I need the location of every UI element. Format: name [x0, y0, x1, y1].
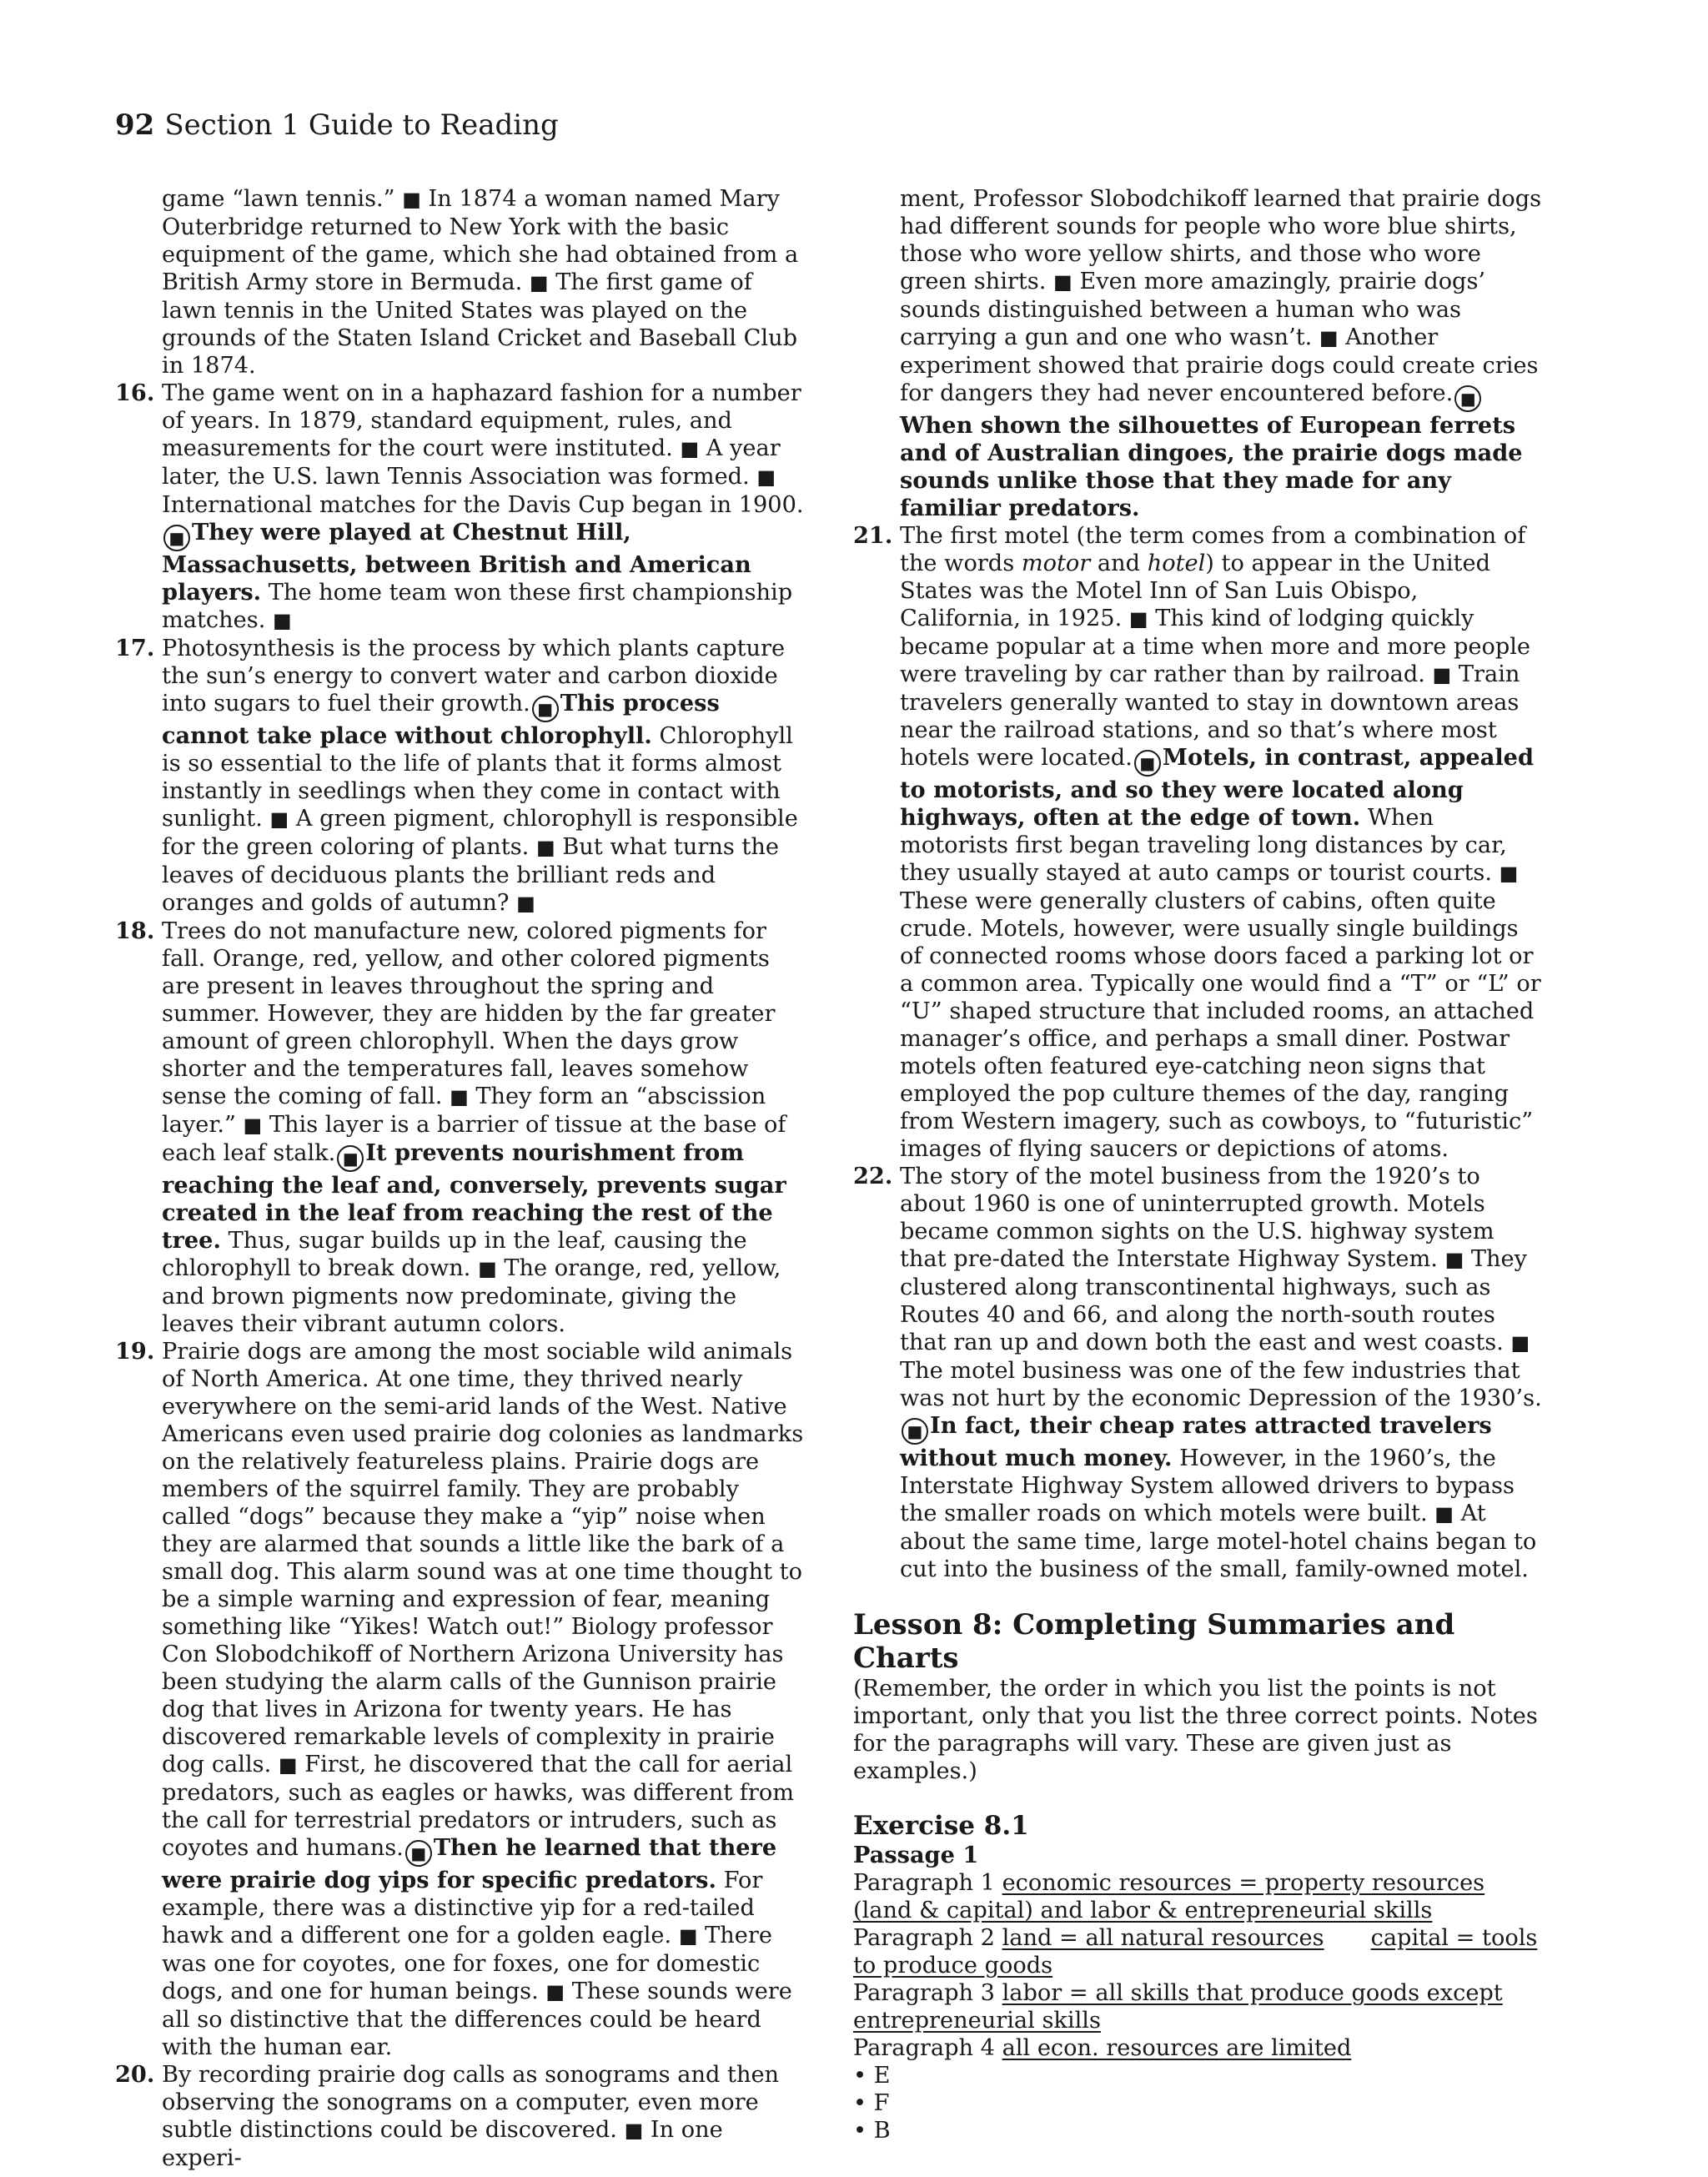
insertion-square-icon: ■ [278, 1753, 298, 1777]
paragraph-note-row: Paragraph 2 land = all natural resources capital = tools to produce goods [853, 1925, 1538, 1978]
circled-square-icon: ■ [405, 1840, 432, 1867]
circled-square-icon: ■ [337, 1145, 364, 1172]
paragraph-18: 18. Trees do not manufacture new, colored pigments for fall. Orange, red, yellow, and other colored pigments are present in leaves throughout the spring and summer. However, they are hidden by the far greater amount of green chlorophyll. When the days grow shorter and the temperatures fall, leaves somehow sense the coming of fall. ■ They form an “abscission layer.” ■ This layer is a barrier of tissue at the base of each leaf stalk. ■ It prevents nourishment from reaching the leaf and, conversely, prevents sugar created in the leaf from reaching the rest of the tree. Thus, sugar builds up in the leaf, causing the chlorophyll to break down. ■ The orange, red, yellow, and brown pigments now predominate, giving the leaves their vibrant autumn colors. [115, 918, 786, 1337]
paragraph-note-row: Paragraph 4 all econ. resources are limited [853, 2035, 1352, 2061]
paragraph-note-row: Paragraph 3 labor = all skills that produce goods except entrepreneurial skills [853, 1980, 1503, 2034]
insertion-square-icon: ■ [678, 1924, 698, 1948]
paragraph-22: 22. The story of the motel business from the 1920’s to about 1960 is one of uninterrupted growth. Motels became common sights on the U.S. highway system that pre-dated the Interstate Highway System. ■ They clustered along transcontinental highways, such as Routes 40 and 66, and along the north-south routes that ran up and down both the east and west coasts. ■ The motel business was one of the few industries that was not hurt by the economic Depression of the 1930’s.■ In fact, their cheap rates attracted travelers without much money. However, in the 1960’s, the Interstate Highway System allowed drivers to bypass the smaller roads on which motels were built. ■ At about the same time, large motel-hotel chains began to cut into the business of the small, family-owned motel. [853, 1163, 1542, 1582]
paragraph-20-continued: ment, Professor Slobodchikoff learned that prairie dogs had different sounds for people who wore blue shirts, those who wore yellow shirts, and those who wore green shirts. ■ Even more amazingly, prairie dogs’ sounds distinguished between a human who was carrying a gun and one who wasn’t. ■ Another experiment showed that prairie dogs could create cries for dangers they had never encountered before. ■When shown the silhouettes of European ferrets and of Australian dingoes, the prairie dogs made sounds unlike those that they made for any familiar predators. [900, 186, 1542, 521]
paragraph-note: capital = tools to produce goods [853, 1925, 1538, 1978]
inserted-sentence: They were played at Chestnut Hill, Massachusetts, between British and American players. [162, 519, 751, 606]
left-column [115, 185, 809, 2172]
paragraph-17: 17. Photosynthesis is the process by which plants capture the sun’s energy to convert water and carbon dioxide into sugars to fuel their growth. ■ This process cannot take place without chlorophyll. Chlorophyll is so essential to the life of plants that it forms almost instantly in seedlings when they come in contact with sunlight. ■ A green pigment, chlorophyll is responsible for the green coloring of plants. ■ But what turns the leaves of deciduous plants the brilliant reds and oranges and golds of autumn? ■ [115, 635, 798, 916]
insertion-square-icon: ■ [1319, 326, 1339, 349]
circled-square-icon: ■ [163, 525, 190, 551]
answer-bullet: • E [853, 2063, 891, 2089]
lesson-section [853, 1608, 1545, 2144]
section-title: Section 1 Guide to Reading [164, 108, 559, 142]
inserted-sentence: When shown the silhouettes of European ferrets and of Australian dingoes, the prairie dogs made sounds unlike those that they made for any familiar predators. [900, 412, 1523, 521]
insertion-square-icon: ■ [402, 188, 421, 211]
exercise-title: Exercise 8.1 [853, 1811, 1029, 1841]
insertion-square-icon: ■ [269, 807, 289, 831]
insertion-square-icon: ■ [535, 836, 555, 859]
paragraph-number: 16. [115, 380, 155, 406]
paragraph-number: 22. [853, 1163, 893, 1189]
paragraph-number: 18. [115, 918, 155, 944]
inserted-sentence: Then he learned that there were prairie dog yips for specific predators. [162, 1834, 777, 1893]
inserted-sentence: In fact, their cheap rates attracted travelers without much money. [900, 1412, 1492, 1471]
insertion-square-icon: ■ [624, 2119, 644, 2142]
paragraph-note: labor = all skills that produce goods except entrepreneurial skills [853, 1980, 1503, 2034]
paragraph-note: economic resources = property resources (land & capital) and labor & entrepreneurial skills [853, 1870, 1485, 1923]
circled-square-icon: ■ [902, 1418, 928, 1445]
insertion-square-icon: ■ [478, 1257, 497, 1280]
right-column [853, 185, 1545, 2144]
inserted-sentence: Motels, in contrast, appealed to motorists, and so they were located along highways, often at the edge of town. [900, 744, 1534, 831]
paragraph-20: 20. By recording prairie dog calls as sonograms and then observing the sonograms on a computer, even more subtle distinctions could be discovered. ■ In one experi- [115, 2061, 780, 2171]
insertion-square-icon: ■ [756, 465, 776, 489]
paragraph-note: land = all natural resources [1002, 1925, 1324, 1951]
page-number: 92 [115, 108, 155, 142]
lesson-title: Lesson 8: Completing Summaries and Charts [853, 1608, 1455, 1675]
insertion-square-icon: ■ [1053, 270, 1073, 294]
insertion-square-icon: ■ [516, 892, 535, 915]
insertion-square-icon: ■ [1434, 1502, 1454, 1526]
lesson-note: (Remember, the order in which you list the points is not important, only that you list the three correct points. Notes for the paragraphs will vary. These are given just as examples.) [853, 1676, 1538, 1784]
insertion-square-icon: ■ [545, 1980, 565, 2004]
paragraph-note-row: Paragraph 1 economic resources = property resources (land & capital) and labor & entrepreneurial skills [853, 1870, 1485, 1923]
insertion-square-icon: ■ [529, 271, 549, 294]
insertion-square-icon: ■ [1128, 607, 1148, 631]
paragraph-number: 19. [115, 1338, 155, 1365]
circled-square-icon: ■ [532, 696, 559, 722]
inserted-sentence: It prevents nourishment from reaching the leaf and, conversely, prevents sugar created in the leaf from reaching the rest of the tree. [162, 1139, 786, 1254]
circled-square-icon: ■ [1454, 385, 1481, 412]
paragraph-note: all econ. resources are limited [1002, 2035, 1352, 2061]
insertion-square-icon: ■ [680, 437, 700, 460]
insertion-square-icon: ■ [1444, 1248, 1464, 1271]
paragraph-number: 17. [115, 635, 155, 661]
insertion-square-icon: ■ [243, 1114, 263, 1137]
insertion-square-icon: ■ [1510, 1331, 1530, 1355]
paragraph-number: 21. [853, 522, 893, 549]
paragraph-16: 16. The game went on in a haphazard fashion for a number of years. In 1879, standard equipment, rules, and measurements for the court were instituted. ■ A year later, the U.S. lawn Tennis Association was formed. ■ International matches for the Davis Cup began in 1900.■ They were played at Chestnut Hill, Massachusetts, between British and American players. The home team won these first championship matches. ■ [115, 380, 804, 633]
inserted-sentence: This process cannot take place without chlorophyll. [162, 690, 720, 749]
insertion-square-icon: ■ [1499, 862, 1519, 885]
answer-bullet: • B [853, 2118, 891, 2144]
paragraph-21: 21. The first motel (the term comes from a combination of the words motor and hotel) to appear in the United States was the Motel Inn of San Luis Obispo, California, in 1925. ■ This kind of lodging quickly became popular at a time when more and more people were traveling by car rather than by railroad. ■ Train travelers generally wanted to stay in downtown areas near the railroad stations, and so that’s where most hotels were located. ■ Motels, in contrast, appealed to motorists, and so they were located along highways, often at the edge of town. When motorists first began traveling long distances by car, they usually stayed at auto camps or tourist courts. ■ These were generally clusters of cabins, often quite crude. Motels, however, were usually single buildings of connected rooms whose doors faced a parking lot or a common area. Typically one would find a “T” or “L” or “U” shaped structure that included rooms, an attached manager’s office, and perhaps a small diner. Postwar motels often featured eye-catching neon signs that employed the pop culture themes of the day, ranging from Western imagery, such as cowboys, to “futuristic” images of flying saucers or depictions of atoms. [853, 522, 1541, 1162]
passage-title: Passage 1 [853, 1842, 979, 1868]
page-header [115, 107, 559, 143]
insertion-square-icon: ■ [272, 609, 292, 632]
paragraph-19: 19. Prairie dogs are among the most sociable wild animals of North America. At one time, they thrived nearly everywhere on the semi-arid lands of the West. Native Americans even used prairie dog colonies as landmarks on the relatively featureless plains. Prairie dogs are members of the squirrel family. They are probably called “dogs” because they make a “yip” noise when they are alarmed that sounds a little like the bark of a small dog. This alarm sound was at one time thought to be a simple warning and expression of fear, meaning something like “Yikes! Watch out!” Biology professor Con Slobodchikoff of Northern Arizona University has been studying the alarm calls of the Gunnison prairie dog that lives in Arizona for twenty years. He has discovered remarkable levels of complexity in prairie dog calls. ■ First, he discovered that the call for aerial predators, such as eagles or hawks, was different from the call for terrestrial predators or intruders, such as coyotes and humans. ■ Then he learned that there were prairie dog yips for specific predators. For example, there was a distinctive yip for a red-tailed hawk and a different one for a golden eagle. ■ There was one for coyotes, one for foxes, one for domestic dogs, and one for human beings. ■ These sounds were all so distinctive that the differences could be heard with the human ear. [115, 1338, 804, 2060]
insertion-square-icon: ■ [450, 1085, 469, 1109]
answer-bullet: • F [853, 2090, 890, 2116]
paragraph-15-continued: game “lawn tennis.” ■ In 1874 a woman named Mary Outerbridge returned to New York with the basic equipment of the game, which she had obtained from a British Army store in Bermuda. ■ The first game of lawn tennis in the United States was played on the grounds of the Staten Island Cricket and Baseball Club in 1874. [162, 186, 799, 379]
circled-square-icon: ■ [1134, 750, 1161, 777]
paragraph-number: 20. [115, 2061, 155, 2088]
insertion-square-icon: ■ [1432, 663, 1452, 686]
